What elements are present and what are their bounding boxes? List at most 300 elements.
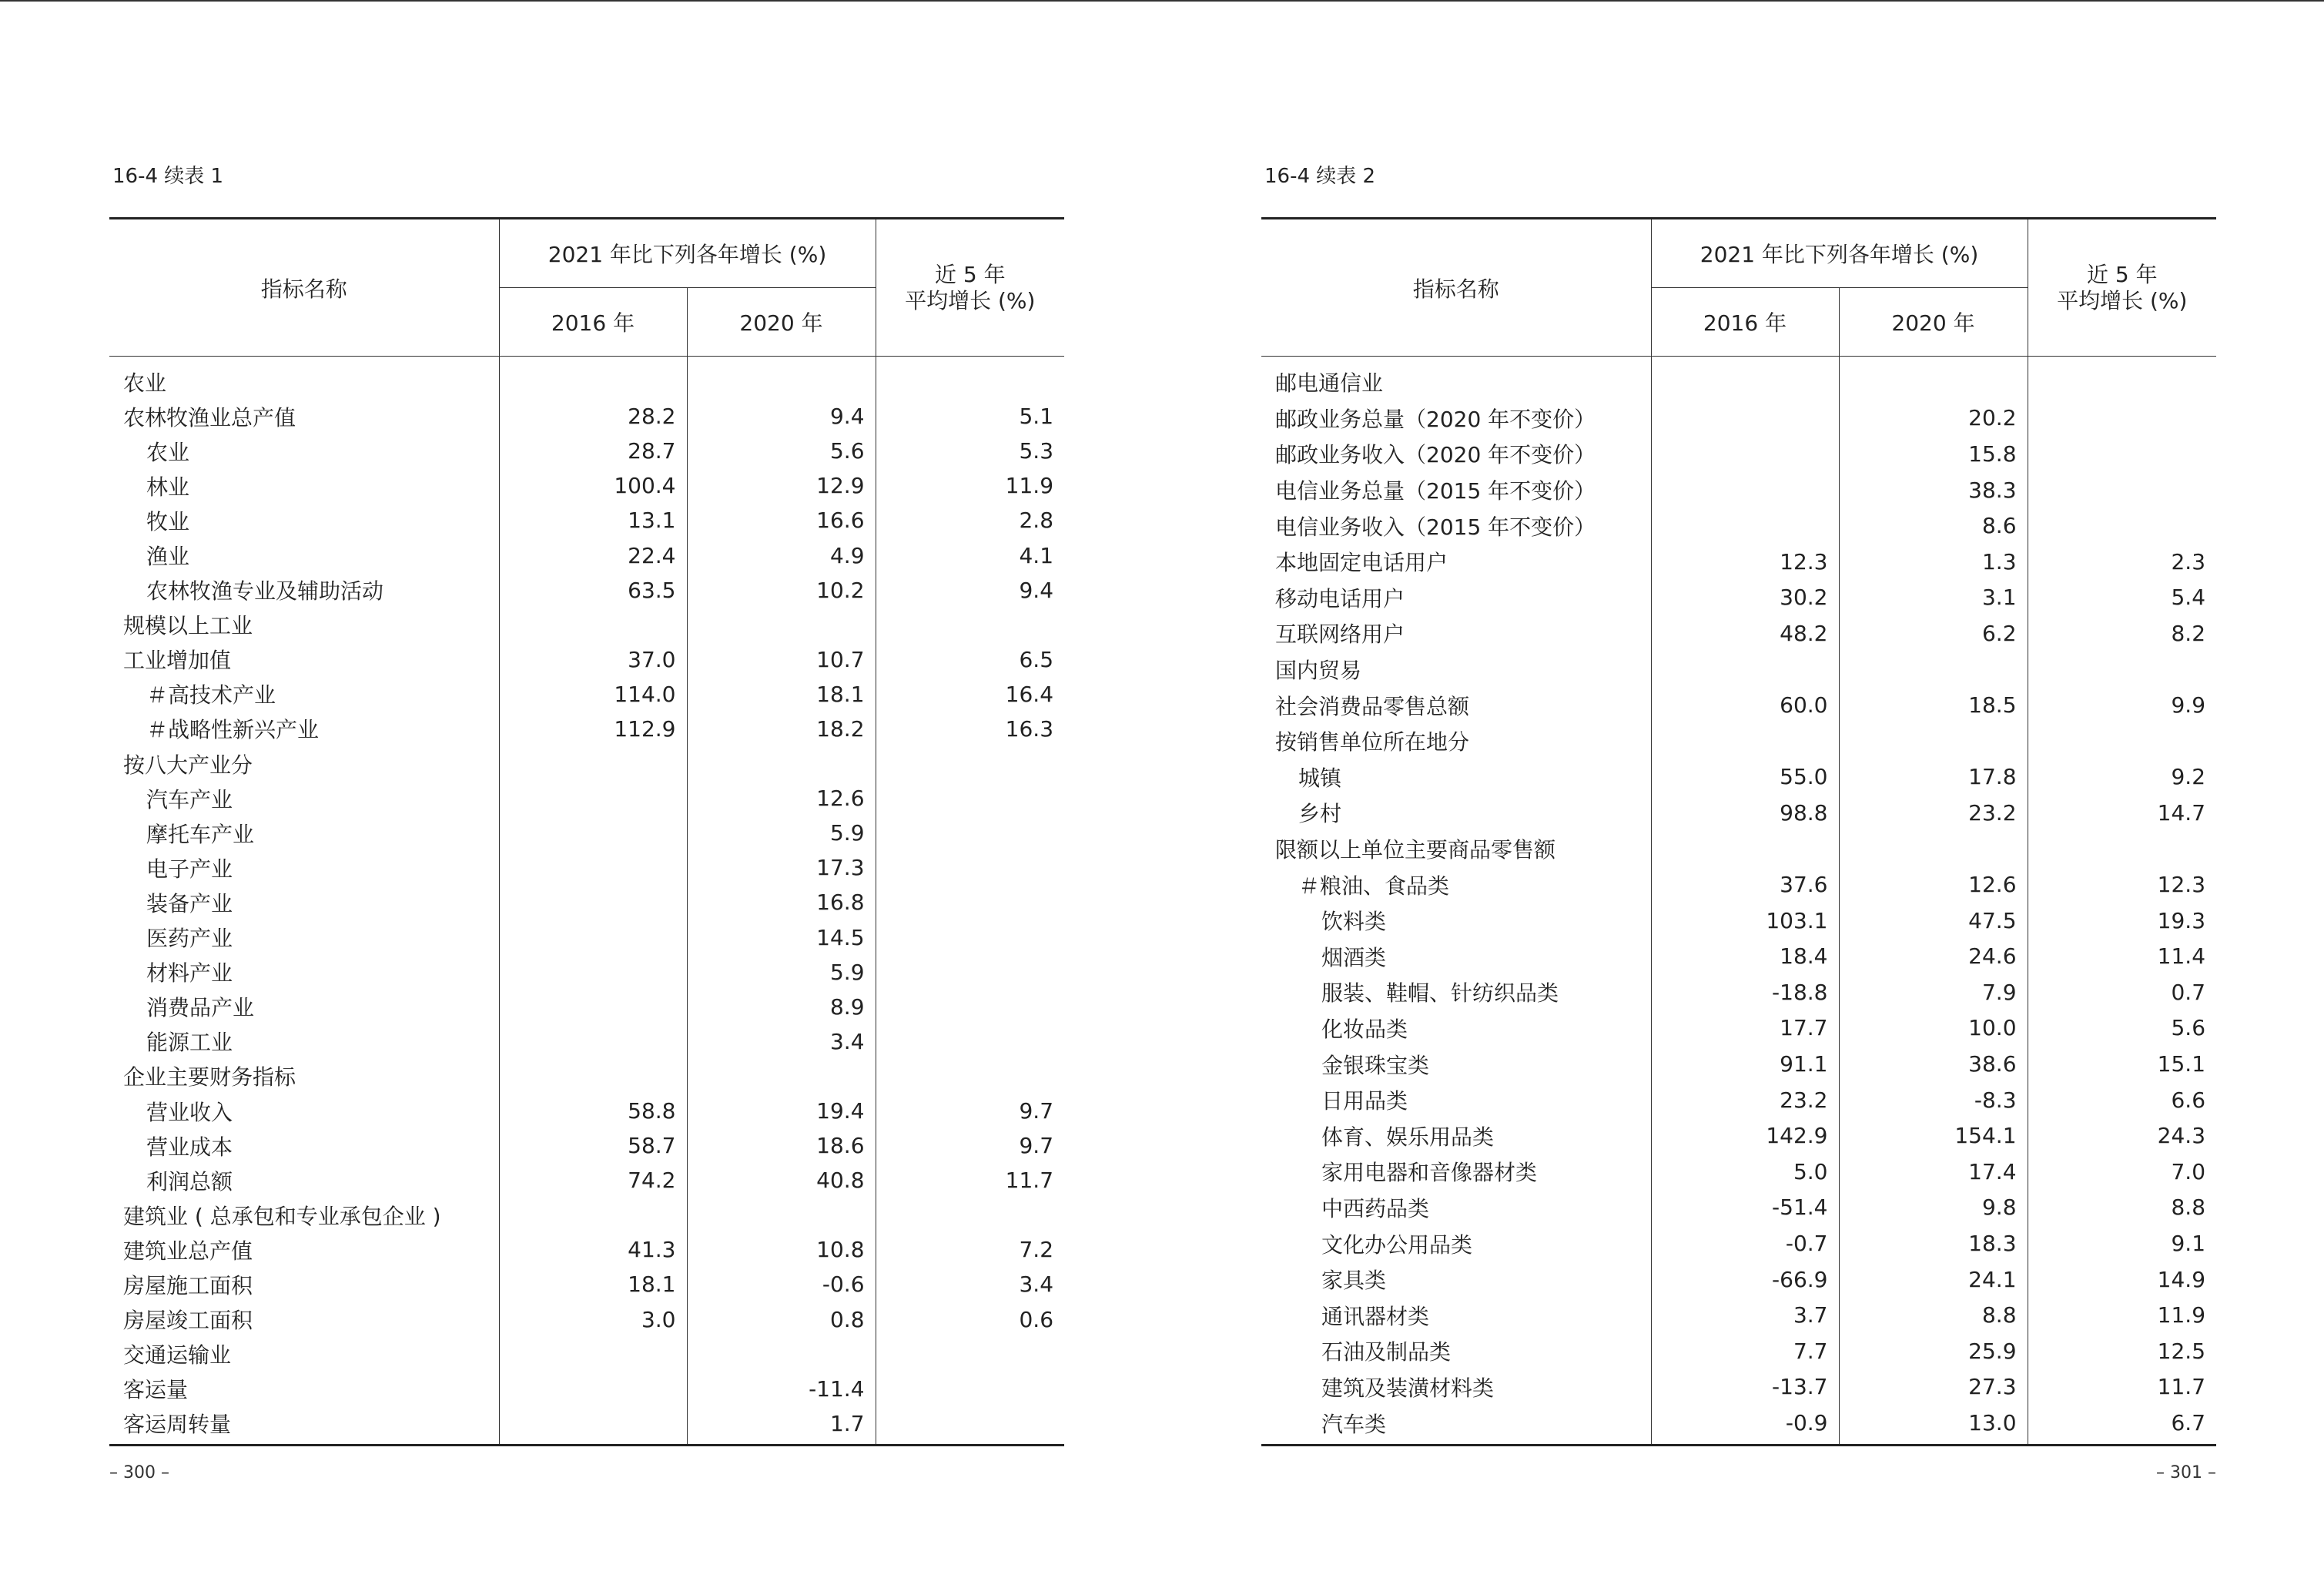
value-5yr-avg: 19.3 (2157, 907, 2206, 933)
value-5yr-avg (876, 1059, 1064, 1094)
value-2020: 38.6 (1839, 1046, 2028, 1082)
value-2020: 5.9 (687, 816, 876, 850)
value-2020 (1839, 652, 2028, 688)
header-growth-group: 2021 年比下列各年增长 (%) (1651, 219, 2028, 288)
row-name: 建筑及装潢材料类 (1261, 1369, 1651, 1405)
table-row (1261, 866, 2216, 903)
value-5yr-avg (876, 1198, 1064, 1232)
value-2020: 12.6 (687, 781, 876, 816)
value-2020: 27.3 (1839, 1369, 2028, 1405)
value-2016: 28.2 (499, 399, 687, 434)
row-name: 客运量 (109, 1372, 499, 1406)
value-2020: 18.1 (687, 677, 876, 712)
value-5yr-avg: 9.4 (1019, 577, 1054, 603)
value-2016: 55.0 (1651, 759, 1839, 796)
table-row (1261, 723, 2216, 759)
value-2016: 22.4 (499, 538, 687, 572)
value-2016: 28.7 (499, 434, 687, 468)
table-row (109, 712, 1064, 746)
value-2016 (1651, 508, 1839, 544)
value-5yr-avg: 16.3 (1005, 715, 1054, 742)
header-5yr-avg-line1: 近 5 年 (2086, 261, 2158, 287)
value-5yr-avg: 9.1 (2171, 1231, 2206, 1257)
value-2016: 58.8 (499, 1094, 687, 1128)
table-row (109, 1406, 1064, 1446)
row-name: 医药产业 (109, 920, 499, 955)
value-2016: -0.9 (1651, 1405, 1839, 1445)
table-row (1261, 1117, 2216, 1154)
value-2016 (499, 816, 687, 850)
value-5yr-avg: 9.2 (2171, 764, 2206, 790)
row-name: 农林牧渔业总产值 (109, 399, 499, 434)
table-row (109, 920, 1064, 955)
value-2020: 5.6 (687, 434, 876, 468)
row-name: 林业 (109, 468, 499, 503)
value-5yr-avg: 7.2 (1019, 1237, 1054, 1263)
value-2020: 16.8 (687, 885, 876, 920)
row-name: 饮料类 (1261, 903, 1651, 939)
table-row (1261, 1154, 2216, 1190)
value-2016: 37.0 (499, 642, 687, 677)
value-5yr-avg: 2.8 (1019, 508, 1054, 534)
value-5yr-avg: 11.9 (2157, 1302, 2206, 1328)
row-name: 装备产业 (109, 885, 499, 920)
row-name: 电子产业 (109, 850, 499, 885)
value-2020: 6.2 (1839, 615, 2028, 652)
table-row (1261, 1190, 2216, 1226)
table-row (1261, 544, 2216, 580)
value-2020: 40.8 (687, 1163, 876, 1198)
table-row (109, 1267, 1064, 1302)
value-5yr-avg: 7.0 (2171, 1158, 2206, 1184)
value-2020 (1839, 357, 2028, 400)
table-row (109, 503, 1064, 538)
row-name: 建筑业总产值 (109, 1232, 499, 1267)
row-name: 通讯器材类 (1261, 1297, 1651, 1333)
value-2016 (499, 1337, 687, 1372)
value-2020 (1839, 723, 2028, 759)
value-5yr-avg: 9.9 (2171, 692, 2206, 719)
value-2020: 20.2 (1839, 400, 2028, 437)
value-2020: 16.6 (687, 503, 876, 538)
row-name: 按销售单位所在地分 (1261, 723, 1651, 759)
value-5yr-avg: 24.3 (2157, 1123, 2206, 1149)
value-2020: 17.8 (1839, 759, 2028, 796)
value-2020: 18.5 (1839, 687, 2028, 723)
value-5yr-avg (876, 1337, 1064, 1372)
value-5yr-avg: 2.3 (2171, 548, 2206, 575)
value-2020: 18.6 (687, 1128, 876, 1163)
value-2016 (499, 1024, 687, 1059)
row-name: 化妆品类 (1261, 1010, 1651, 1047)
value-2016: 5.0 (1651, 1154, 1839, 1190)
row-name: ＃粮油、食品类 (1261, 866, 1651, 903)
row-name: 房屋竣工面积 (109, 1302, 499, 1337)
row-name: 家用电器和音像器材类 (1261, 1154, 1651, 1190)
value-2016: 17.7 (1651, 1010, 1839, 1047)
value-2016 (1651, 652, 1839, 688)
table-row (1261, 615, 2216, 652)
value-2020: 4.9 (687, 538, 876, 572)
table-row (109, 885, 1064, 920)
table-row (1261, 1261, 2216, 1298)
value-5yr-avg: 11.9 (1005, 473, 1054, 499)
header-indicator-name: 指标名称 (109, 219, 499, 357)
table-row (109, 1094, 1064, 1128)
header-indicator-name: 指标名称 (1261, 219, 1651, 357)
row-name: 金银珠宝类 (1261, 1046, 1651, 1082)
value-2020 (687, 746, 876, 781)
table-row (1261, 1082, 2216, 1118)
table-row (109, 746, 1064, 781)
row-name: 电信业务总量（2015 年不变价） (1261, 472, 1651, 508)
row-name: 客运周转量 (109, 1406, 499, 1446)
value-2020: 18.3 (1839, 1225, 2028, 1261)
row-name: 农林牧渔专业及辅助活动 (109, 573, 499, 608)
value-5yr-avg (876, 816, 1064, 850)
table-row (1261, 1369, 2216, 1405)
table-row (1261, 472, 2216, 508)
value-5yr-avg: 5.1 (1019, 404, 1054, 430)
value-2020: 47.5 (1839, 903, 2028, 939)
value-2020: 13.0 (1839, 1405, 2028, 1445)
value-2016 (499, 850, 687, 885)
value-2020: 3.1 (1839, 580, 2028, 616)
value-2020: 18.2 (687, 712, 876, 746)
value-5yr-avg (876, 1372, 1064, 1406)
page-number: – 300 – (109, 1463, 169, 1482)
value-5yr-avg (876, 608, 1064, 642)
value-2020: 10.7 (687, 642, 876, 677)
value-5yr-avg: 11.7 (2157, 1374, 2206, 1400)
row-name: 企业主要财务指标 (109, 1059, 499, 1094)
value-2020: 15.8 (1839, 436, 2028, 472)
value-5yr-avg (876, 955, 1064, 990)
table-row (1261, 1010, 2216, 1047)
row-name: 按八大产业分 (109, 746, 499, 781)
value-2020: 12.9 (687, 468, 876, 503)
value-2020: 12.6 (1839, 866, 2028, 903)
header-year-2016: 2016 年 (1651, 288, 1839, 357)
value-5yr-avg: 9.7 (1019, 1133, 1054, 1159)
table-row (109, 850, 1064, 885)
value-2016: -0.7 (1651, 1225, 1839, 1261)
value-2016 (499, 1406, 687, 1446)
value-5yr-avg (2028, 400, 2216, 437)
table-row (1261, 652, 2216, 688)
value-5yr-avg (876, 746, 1064, 781)
row-name: 邮政业务总量（2020 年不变价） (1261, 400, 1651, 437)
value-2016 (1651, 400, 1839, 437)
value-2020: 38.3 (1839, 472, 2028, 508)
row-name: 邮政业务收入（2020 年不变价） (1261, 436, 1651, 472)
value-2016 (499, 781, 687, 816)
value-2020: 24.6 (1839, 939, 2028, 975)
value-2020: 10.8 (687, 1232, 876, 1267)
table-row (1261, 759, 2216, 796)
value-2020: 19.4 (687, 1094, 876, 1128)
value-5yr-avg (2028, 357, 2216, 400)
value-5yr-avg: 5.6 (2171, 1015, 2206, 1041)
row-name: 烟酒类 (1261, 939, 1651, 975)
table-row (109, 1128, 1064, 1163)
value-5yr-avg: 12.5 (2157, 1338, 2206, 1364)
row-name: 规模以上工业 (109, 608, 499, 642)
value-2020: -11.4 (687, 1372, 876, 1406)
value-2016: 18.4 (1651, 939, 1839, 975)
table-body (109, 357, 1064, 1446)
table-caption: 16-4 续表 1 (112, 165, 224, 188)
row-name: 能源工业 (109, 1024, 499, 1059)
table-row (109, 1163, 1064, 1198)
value-2020 (687, 1337, 876, 1372)
value-2016 (1651, 723, 1839, 759)
value-5yr-avg (876, 357, 1064, 400)
value-2016: 100.4 (499, 468, 687, 503)
value-2016: 7.7 (1651, 1333, 1839, 1369)
value-2020: 8.6 (1839, 508, 2028, 544)
row-name: 石油及制品类 (1261, 1333, 1651, 1369)
value-5yr-avg (876, 850, 1064, 885)
value-5yr-avg: 11.7 (1005, 1168, 1054, 1194)
value-2020: 10.0 (1839, 1010, 2028, 1047)
value-2020: 14.5 (687, 920, 876, 955)
table-row (109, 573, 1064, 608)
value-2020: 9.4 (687, 399, 876, 434)
value-2020: 23.2 (1839, 795, 2028, 831)
value-5yr-avg (876, 781, 1064, 816)
header-growth-group: 2021 年比下列各年增长 (%) (499, 219, 876, 288)
value-5yr-avg (2028, 436, 2216, 472)
row-name: 电信业务收入（2015 年不变价） (1261, 508, 1651, 544)
value-2016: 37.6 (1651, 866, 1839, 903)
value-2016 (499, 746, 687, 781)
value-2020: 7.9 (1839, 974, 2028, 1010)
row-name: 乡村 (1261, 795, 1651, 831)
table-row (109, 677, 1064, 712)
value-2016: 142.9 (1651, 1117, 1839, 1154)
row-name: 消费品产业 (109, 990, 499, 1024)
header-5yr-avg-line2: 平均增长 (%) (905, 287, 1036, 313)
value-5yr-avg: 11.4 (2157, 943, 2206, 970)
table-row (109, 990, 1064, 1024)
value-2016: 3.7 (1651, 1297, 1839, 1333)
value-5yr-avg: 12.3 (2157, 872, 2206, 898)
value-2016: 63.5 (499, 573, 687, 608)
value-2016: 18.1 (499, 1267, 687, 1302)
value-2016: 12.3 (1651, 544, 1839, 580)
row-name: 牧业 (109, 503, 499, 538)
value-5yr-avg: 0.6 (1019, 1306, 1054, 1332)
table-row (109, 781, 1064, 816)
value-2016: 74.2 (499, 1163, 687, 1198)
value-2020: 8.9 (687, 990, 876, 1024)
row-name: 日用品类 (1261, 1082, 1651, 1118)
header-year-2016: 2016 年 (499, 288, 687, 357)
value-5yr-avg: 15.1 (2157, 1051, 2206, 1077)
value-5yr-avg: 8.8 (2171, 1194, 2206, 1221)
value-2016: -66.9 (1651, 1261, 1839, 1298)
value-2020: 10.2 (687, 573, 876, 608)
value-2016 (499, 885, 687, 920)
row-name: 农业 (109, 357, 499, 400)
table-row (109, 399, 1064, 434)
value-5yr-avg (876, 1406, 1064, 1446)
value-2020: -8.3 (1839, 1082, 2028, 1118)
data-table (1261, 217, 2216, 1446)
value-2020 (687, 1059, 876, 1094)
table-row (1261, 831, 2216, 867)
value-2016 (499, 955, 687, 990)
value-2020 (687, 1198, 876, 1232)
row-name: 建筑业 ( 总承包和专业承包企业 ) (109, 1198, 499, 1232)
value-2016 (1651, 472, 1839, 508)
row-name: 交通运输业 (109, 1337, 499, 1372)
row-name: 城镇 (1261, 759, 1651, 796)
value-5yr-avg: 14.7 (2157, 799, 2206, 826)
value-2020: -0.6 (687, 1267, 876, 1302)
value-5yr-avg: 5.3 (1019, 438, 1054, 464)
value-2016: 98.8 (1651, 795, 1839, 831)
page-number: – 301 – (2156, 1463, 2216, 1482)
table-row (1261, 1405, 2216, 1445)
value-5yr-avg (876, 920, 1064, 955)
value-5yr-avg: 9.7 (1019, 1098, 1054, 1124)
value-2016: 30.2 (1651, 580, 1839, 616)
table-row (109, 1198, 1064, 1232)
value-2016: -18.8 (1651, 974, 1839, 1010)
value-2016: 3.0 (499, 1302, 687, 1337)
header-5yr-avg-line1: 近 5 年 (934, 261, 1006, 287)
value-2016: 13.1 (499, 503, 687, 538)
table-row (109, 816, 1064, 850)
table-row (1261, 939, 2216, 975)
value-5yr-avg: 6.7 (2028, 1405, 2216, 1445)
table-row (109, 1024, 1064, 1059)
value-2016: 60.0 (1651, 687, 1839, 723)
value-2016: 103.1 (1651, 903, 1839, 939)
row-name: 社会消费品零售总额 (1261, 687, 1651, 723)
table-row (1261, 357, 2216, 400)
table-row (109, 642, 1064, 677)
value-5yr-avg (2028, 723, 2216, 759)
row-name: 家具类 (1261, 1261, 1651, 1298)
header-5yr-avg (2028, 219, 2216, 357)
top-border (0, 0, 2324, 2)
table-caption: 16-4 续表 2 (1264, 165, 1376, 188)
table-row (109, 1337, 1064, 1372)
value-2020 (687, 608, 876, 642)
value-2020: 1.7 (687, 1406, 876, 1446)
value-2016: -13.7 (1651, 1369, 1839, 1405)
value-5yr-avg (2028, 508, 2216, 544)
value-2016: 23.2 (1651, 1082, 1839, 1118)
value-2020: 3.4 (687, 1024, 876, 1059)
value-2020: 1.3 (1839, 544, 2028, 580)
table-row (1261, 1046, 2216, 1082)
value-5yr-avg (2028, 472, 2216, 508)
value-2016 (499, 1059, 687, 1094)
header-5yr-avg-line2: 平均增长 (%) (2057, 287, 2188, 313)
row-name: 营业收入 (109, 1094, 499, 1128)
value-2016 (499, 357, 687, 400)
value-2020: 25.9 (1839, 1333, 2028, 1369)
value-2016: 114.0 (499, 677, 687, 712)
row-name: 农业 (109, 434, 499, 468)
value-5yr-avg: 4.1 (1019, 542, 1054, 568)
value-2016: 41.3 (499, 1232, 687, 1267)
header-year-2020: 2020 年 (687, 288, 876, 357)
row-name: 本地固定电话用户 (1261, 544, 1651, 580)
table-row (1261, 400, 2216, 437)
value-5yr-avg (2028, 652, 2216, 688)
table-row (109, 357, 1064, 400)
table-body (1261, 357, 2216, 1446)
value-5yr-avg: 14.9 (2157, 1266, 2206, 1292)
value-2020: 9.8 (1839, 1190, 2028, 1226)
value-5yr-avg (876, 990, 1064, 1024)
row-name: 服装、鞋帽、针纺织品类 (1261, 974, 1651, 1010)
value-2016: 112.9 (499, 712, 687, 746)
row-name: 邮电通信业 (1261, 357, 1651, 400)
table-row (1261, 974, 2216, 1010)
value-5yr-avg: 3.4 (1019, 1271, 1054, 1298)
value-2020: 0.8 (687, 1302, 876, 1337)
row-name: 国内贸易 (1261, 652, 1651, 688)
data-table (109, 217, 1064, 1446)
value-2016 (499, 608, 687, 642)
row-name: 渔业 (109, 538, 499, 572)
table-row (1261, 1297, 2216, 1333)
row-name: 工业增加值 (109, 642, 499, 677)
value-2020 (1839, 831, 2028, 867)
table-row (109, 1372, 1064, 1406)
value-2016: 48.2 (1651, 615, 1839, 652)
value-2020: 17.4 (1839, 1154, 2028, 1190)
value-2020: 24.1 (1839, 1261, 2028, 1298)
row-name: 汽车产业 (109, 781, 499, 816)
table-row (109, 955, 1064, 990)
row-name: 体育、娱乐用品类 (1261, 1117, 1651, 1154)
table-row (109, 608, 1064, 642)
table-row (1261, 687, 2216, 723)
table-row (1261, 795, 2216, 831)
value-2016 (1651, 357, 1839, 400)
row-name: 移动电话用户 (1261, 580, 1651, 616)
value-5yr-avg: 16.4 (1005, 681, 1054, 707)
row-name: 摩托车产业 (109, 816, 499, 850)
value-5yr-avg (2028, 831, 2216, 867)
row-name: 利润总额 (109, 1163, 499, 1198)
value-2016 (499, 1372, 687, 1406)
value-2020: 17.3 (687, 850, 876, 885)
value-2016: 91.1 (1651, 1046, 1839, 1082)
value-2016 (499, 990, 687, 1024)
value-2020 (687, 357, 876, 400)
table-row (1261, 580, 2216, 616)
row-name: 限额以上单位主要商品零售额 (1261, 831, 1651, 867)
table-row (109, 1232, 1064, 1267)
value-2020: 5.9 (687, 955, 876, 990)
value-2016 (1651, 436, 1839, 472)
table-row (109, 1302, 1064, 1337)
table-row (1261, 1225, 2216, 1261)
row-name: 互联网络用户 (1261, 615, 1651, 652)
row-name: 材料产业 (109, 955, 499, 990)
table-row (109, 468, 1064, 503)
value-5yr-avg: 6.6 (2171, 1087, 2206, 1113)
value-5yr-avg: 8.2 (2171, 620, 2206, 646)
